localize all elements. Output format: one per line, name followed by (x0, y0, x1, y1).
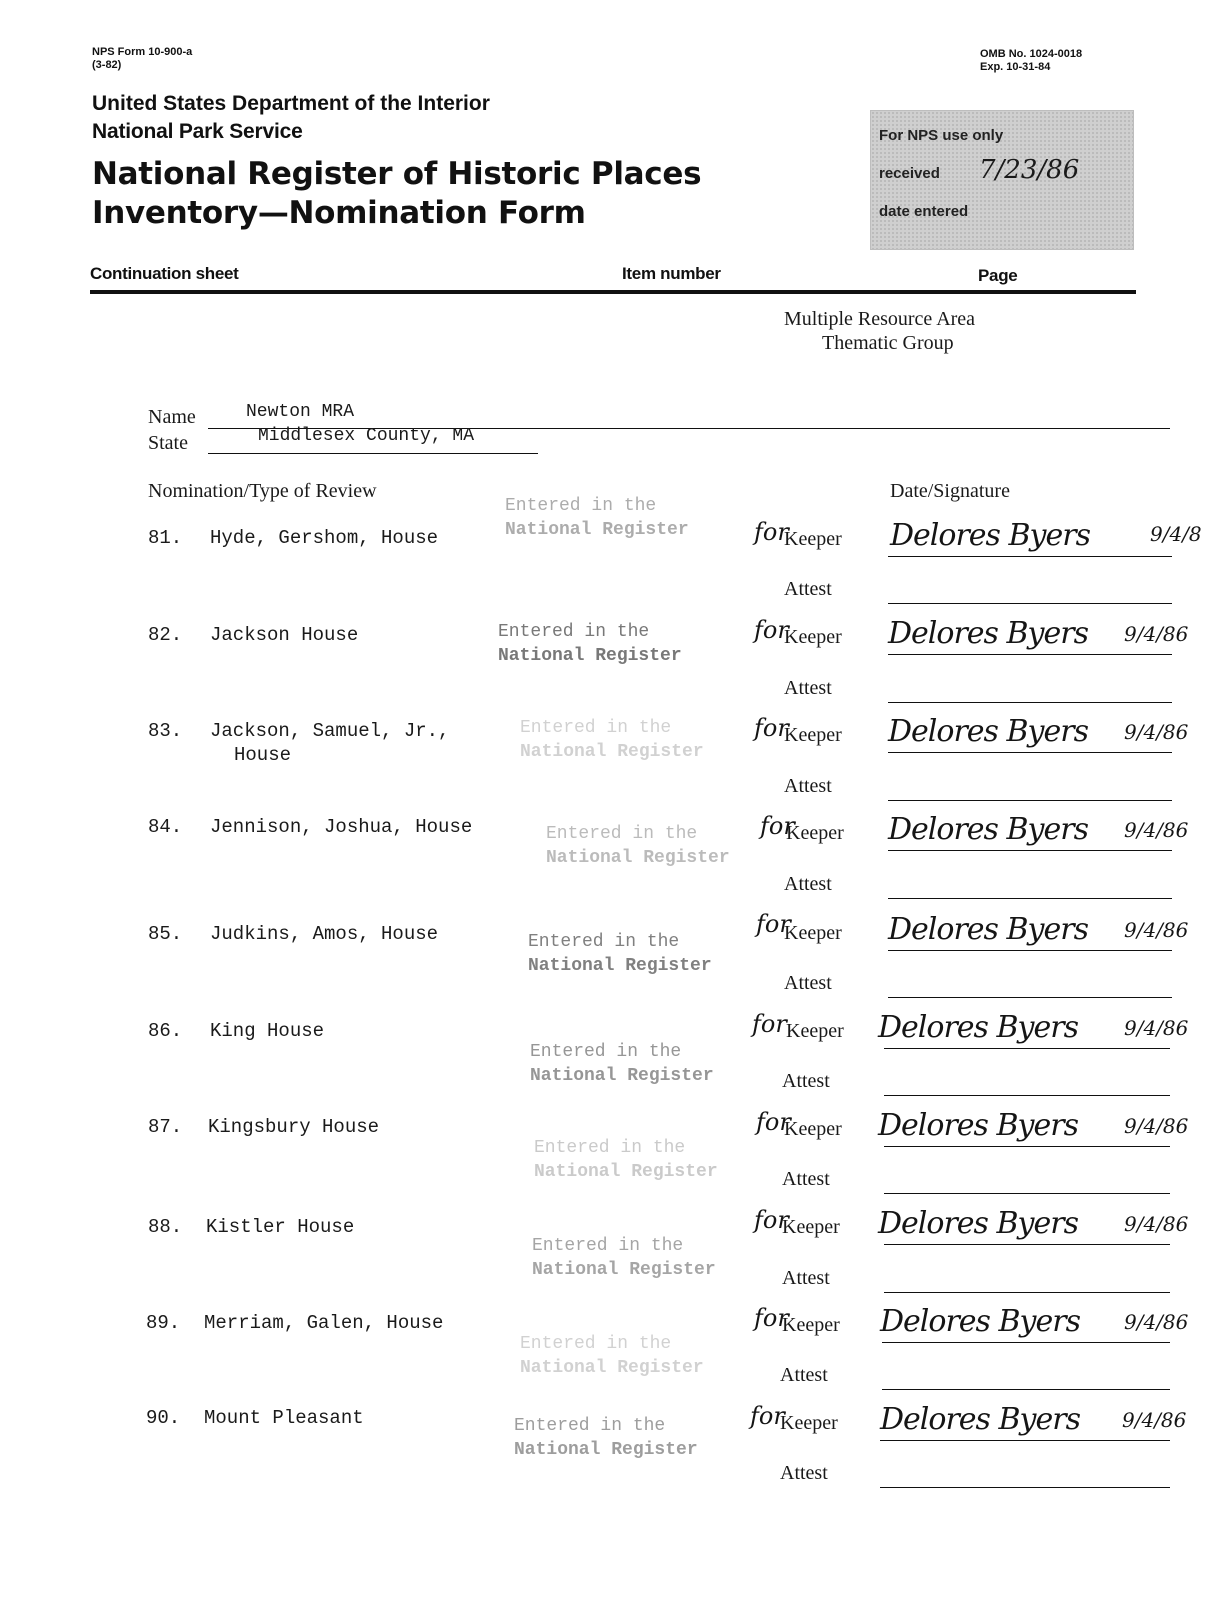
attest-label: Attest (782, 1070, 830, 1092)
entry-name: Hyde, Gershom, House (210, 527, 439, 549)
header-rule (90, 290, 1136, 294)
entered-register-stamp: Entered in the National Register (530, 1042, 714, 1086)
entered-register-stamp: Entered in the National Register (520, 718, 704, 762)
entry-number: 81. (148, 527, 183, 549)
keeper-signature: Delores Byers (888, 912, 1088, 947)
attest-line (888, 603, 1172, 604)
nps-use-heading: For NPS use only (879, 127, 1004, 144)
signature-date: 9/4/86 (1124, 622, 1189, 646)
attest-line (884, 1193, 1170, 1194)
entered-register-stamp: Entered in the National Register (532, 1236, 716, 1280)
group-line2: Thematic Group (822, 332, 954, 354)
for-mark: for (754, 1304, 789, 1332)
for-mark: for (760, 812, 795, 840)
received-label: received (879, 165, 940, 182)
attest-line (888, 997, 1172, 998)
nps-use-only-box (870, 110, 1134, 250)
keeper-label: Keeper (784, 922, 842, 944)
for-mark: for (756, 1108, 791, 1136)
attest-line (888, 702, 1172, 703)
agency-name: National Park Service (92, 120, 303, 143)
entry-number: 83. (148, 720, 183, 742)
form-title-line1: National Register of Historic Places (92, 156, 702, 192)
attest-line (888, 898, 1172, 899)
keeper-label: Keeper (782, 1216, 840, 1238)
entry-number: 87. (148, 1116, 183, 1138)
keeper-line (884, 1146, 1170, 1147)
signature-date: 9/4/86 (1124, 1212, 1189, 1236)
state-value: Middlesex County, MA (258, 426, 475, 446)
keeper-signature: Delores Byers (878, 1010, 1078, 1045)
item-number-label: Item number (622, 264, 721, 283)
attest-line (884, 1095, 1170, 1096)
keeper-signature: Delores Byers (878, 1206, 1078, 1241)
for-mark: for (750, 1402, 785, 1430)
attest-line (880, 1487, 1170, 1488)
attest-label: Attest (780, 1462, 828, 1484)
attest-label: Attest (784, 775, 832, 797)
page-label: Page (978, 266, 1018, 285)
entered-register-stamp: Entered in the National Register (505, 496, 689, 540)
keeper-signature: Delores Byers (890, 518, 1090, 553)
keeper-line (884, 1244, 1170, 1245)
keeper-line (888, 654, 1172, 655)
state-underline (208, 453, 538, 454)
received-date: 7/23/86 (979, 155, 1080, 185)
signature-date: 9/4/86 (1124, 1016, 1189, 1040)
signature-date: 9/4/8 (1150, 522, 1202, 546)
signature-date: 9/4/86 (1124, 720, 1189, 744)
entry-name: Mount Pleasant (204, 1407, 364, 1429)
keeper-label: Keeper (782, 1314, 840, 1336)
for-mark: for (754, 616, 789, 644)
signature-date: 9/4/86 (1122, 1408, 1187, 1432)
attest-label: Attest (784, 873, 832, 895)
entry-name: Jackson, Samuel, Jr., (210, 720, 450, 742)
entered-register-stamp: Entered in the National Register (520, 1334, 704, 1378)
keeper-signature: Delores Byers (888, 812, 1088, 847)
entered-register-stamp: Entered in the National Register (546, 824, 730, 868)
keeper-line (888, 850, 1172, 851)
keeper-label: Keeper (784, 724, 842, 746)
entry-name: Judkins, Amos, House (210, 923, 439, 945)
entry-name: Jackson House (210, 624, 359, 646)
date-signature-column-heading: Date/Signature (890, 480, 1010, 502)
keeper-line (884, 1048, 1170, 1049)
entry-number: 85. (148, 923, 183, 945)
attest-line (884, 1292, 1170, 1293)
entry-name: King House (210, 1020, 325, 1042)
attest-label: Attest (782, 1168, 830, 1190)
keeper-label: Keeper (780, 1412, 838, 1434)
signature-date: 9/4/86 (1124, 818, 1189, 842)
entry-name: Kistler House (206, 1216, 355, 1238)
form-revision: (3-82) (92, 59, 122, 71)
for-mark: for (754, 1206, 789, 1234)
entry-number: 88. (148, 1216, 183, 1238)
form-number (92, 46, 192, 72)
keeper-signature: Delores Byers (878, 1108, 1078, 1143)
omb-expiration: Exp. 10-31-84 (980, 61, 1051, 73)
date-entered-label: date entered (879, 203, 969, 220)
keeper-line (888, 752, 1172, 753)
entry-number: 89. (146, 1312, 181, 1334)
entry-number: 82. (148, 624, 183, 646)
for-mark: for (756, 910, 791, 938)
attest-label: Attest (780, 1364, 828, 1386)
signature-date: 9/4/86 (1124, 1310, 1189, 1334)
state-label: State (148, 432, 188, 454)
entered-register-stamp: Entered in the National Register (534, 1138, 718, 1182)
omb-block (980, 48, 1082, 74)
entered-register-stamp: Entered in the National Register (498, 622, 682, 666)
entry-number: 86. (148, 1020, 183, 1042)
keeper-signature: Delores Byers (888, 714, 1088, 749)
keeper-signature: Delores Byers (880, 1304, 1080, 1339)
keeper-line (888, 556, 1172, 557)
attest-label: Attest (784, 578, 832, 600)
entry-name-continued: House (234, 744, 292, 766)
attest-label: Attest (784, 677, 832, 699)
name-label: Name (148, 406, 196, 428)
name-value: Newton MRA (246, 402, 355, 422)
entry-number: 90. (146, 1407, 181, 1429)
entered-register-stamp: Entered in the National Register (514, 1416, 698, 1460)
entry-name: Jennison, Joshua, House (210, 816, 473, 838)
form-number-text: NPS Form 10-900-a (92, 46, 193, 58)
keeper-label: Keeper (784, 528, 842, 550)
continuation-sheet-label: Continuation sheet (90, 264, 239, 283)
for-mark: for (754, 714, 789, 742)
attest-line (882, 1389, 1170, 1390)
attest-line (888, 800, 1172, 801)
keeper-label: Keeper (784, 1118, 842, 1140)
attest-label: Attest (784, 972, 832, 994)
for-mark: for (752, 1010, 787, 1038)
keeper-label: Keeper (784, 626, 842, 648)
entry-name: Kingsbury House (208, 1116, 380, 1138)
form-title-line2: Inventory—Nomination Form (92, 195, 586, 231)
for-mark: for (754, 518, 789, 546)
signature-date: 9/4/86 (1124, 918, 1189, 942)
omb-number: OMB No. 1024-0018 (980, 48, 1083, 60)
keeper-line (888, 950, 1172, 951)
nomination-column-heading: Nomination/Type of Review (148, 480, 377, 502)
keeper-line (880, 1440, 1170, 1441)
entered-register-stamp: Entered in the National Register (528, 932, 712, 976)
keeper-label: Keeper (786, 1020, 844, 1042)
keeper-signature: Delores Byers (888, 616, 1088, 651)
keeper-signature: Delores Byers (880, 1402, 1080, 1437)
signature-date: 9/4/86 (1124, 1114, 1189, 1138)
entry-name: Merriam, Galen, House (204, 1312, 444, 1334)
department-name: United States Department of the Interior (92, 92, 490, 115)
entry-number: 84. (148, 816, 183, 838)
keeper-label: Keeper (786, 822, 844, 844)
keeper-line (882, 1342, 1170, 1343)
attest-label: Attest (782, 1267, 830, 1289)
form-title (92, 155, 701, 233)
group-line1: Multiple Resource Area (784, 308, 976, 330)
